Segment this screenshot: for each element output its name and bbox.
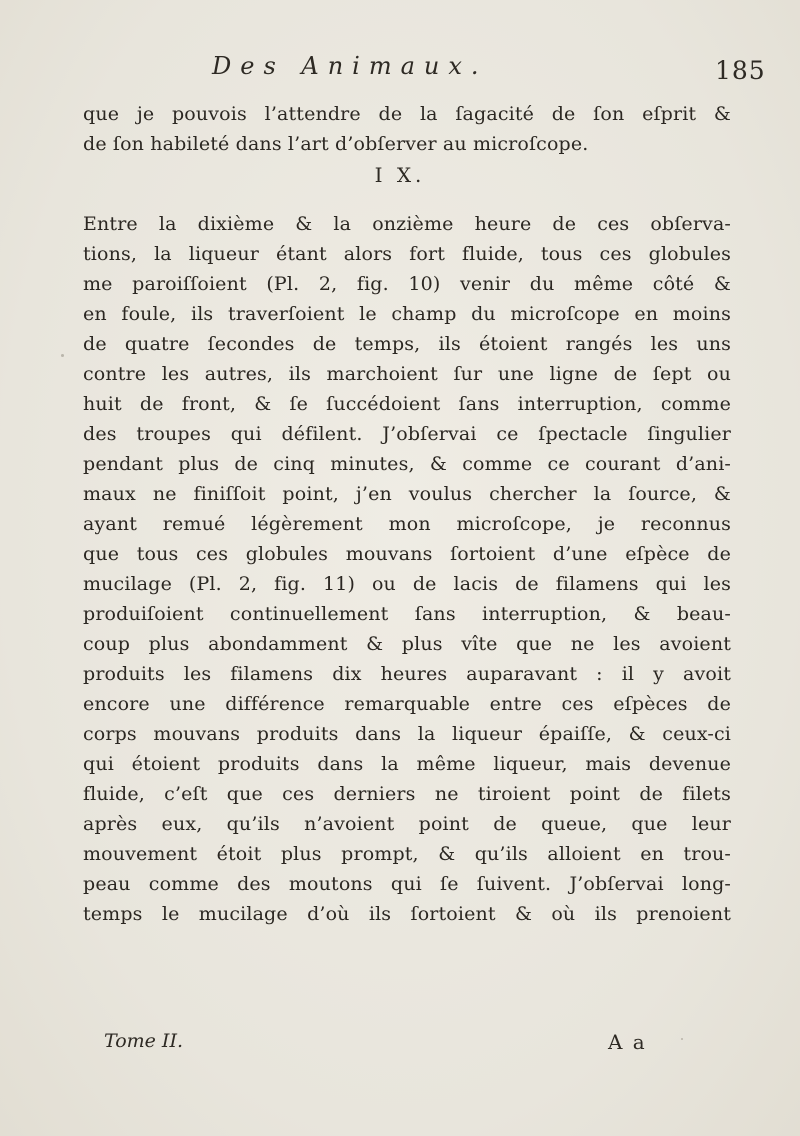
section-heading: I X. — [374, 163, 426, 187]
paper-speck — [61, 354, 64, 357]
paragraph-main — [83, 209, 731, 929]
text-line: encore une différence remarquable entre ces eſpèces de — [83, 693, 731, 715]
paragraph-continued — [83, 99, 731, 159]
page-footer — [0, 1030, 800, 1060]
volume-label: Tome II. — [104, 1030, 183, 1052]
text-line: de ſon habileté dans l’art d’obſerver au microſcope. — [83, 133, 589, 155]
text-line: mouvement étoit plus prompt, & qu’ils alloient en trou- — [83, 843, 731, 865]
text-line: qui étoient produits dans la même liqueur, mais devenue — [83, 753, 731, 775]
text-line: contre les autres, ils marchoient ſur une ligne de ſept ou — [83, 363, 731, 385]
text-line: huit de front, & ſe ſuccédoient ſans interruption, comme — [83, 393, 731, 415]
text-line: Entre la dixième & la onzième heure de ces obſerva- — [83, 213, 731, 235]
text-line: de quatre ſecondes de temps, ils étoient rangés les uns — [83, 333, 731, 355]
text-line: maux ne finiſſoit point, j’en voulus chercher la ſource, & — [83, 483, 731, 505]
text-line: fluide, c’eſt que ces derniers ne tiroient point de filets — [83, 783, 731, 805]
page-number: 185 — [715, 56, 766, 85]
text-line: en foule, ils traverſoient le champ du microſcope en moins — [83, 303, 731, 325]
text-line: pendant plus de cinq minutes, & comme ce courant d’ani- — [83, 453, 731, 475]
text-line: ayant remué légèrement mon microſcope, je reconnus — [83, 513, 731, 535]
text-line: produits les filamens dix heures auparavant : il y avoit — [83, 663, 731, 685]
text-line: que tous ces globules mouvans ſortoient d’une eſpèce de — [83, 543, 731, 565]
text-line: peau comme des moutons qui ſe ſuivent. J’obſervai long- — [83, 873, 731, 895]
paper-speck — [681, 1038, 683, 1040]
text-line: me paroiſſoient (Pl. 2, fig. 10) venir du même côté & — [83, 273, 731, 295]
text-line: des troupes qui défilent. J’obſervai ce ſpectacle ſingulier — [83, 423, 731, 445]
text-line: temps le mucilage d’où ils ſortoient & où ils prenoient — [83, 903, 731, 925]
text-line: après eux, qu’ils n’avoient point de queue, que leur — [83, 813, 731, 835]
signature-mark: A a — [608, 1030, 647, 1054]
text-line: tions, la liqueur étant alors fort fluide, tous ces globules — [83, 243, 731, 265]
running-title: Des Animaux. — [212, 52, 488, 80]
text-line: coup plus abondamment & plus vîte que ne les avoient — [83, 633, 731, 655]
text-line: mucilage (Pl. 2, fig. 11) ou de lacis de filamens qui les — [83, 573, 731, 595]
text-line: corps mouvans produits dans la liqueur épaiſſe, & ceux-ci — [83, 723, 731, 745]
text-line: que je pouvois l’attendre de la ſagacité de ſon eſprit & — [83, 103, 731, 125]
text-line: produiſoient continuellement ſans interruption, & beau- — [83, 603, 731, 625]
running-head — [0, 52, 800, 92]
